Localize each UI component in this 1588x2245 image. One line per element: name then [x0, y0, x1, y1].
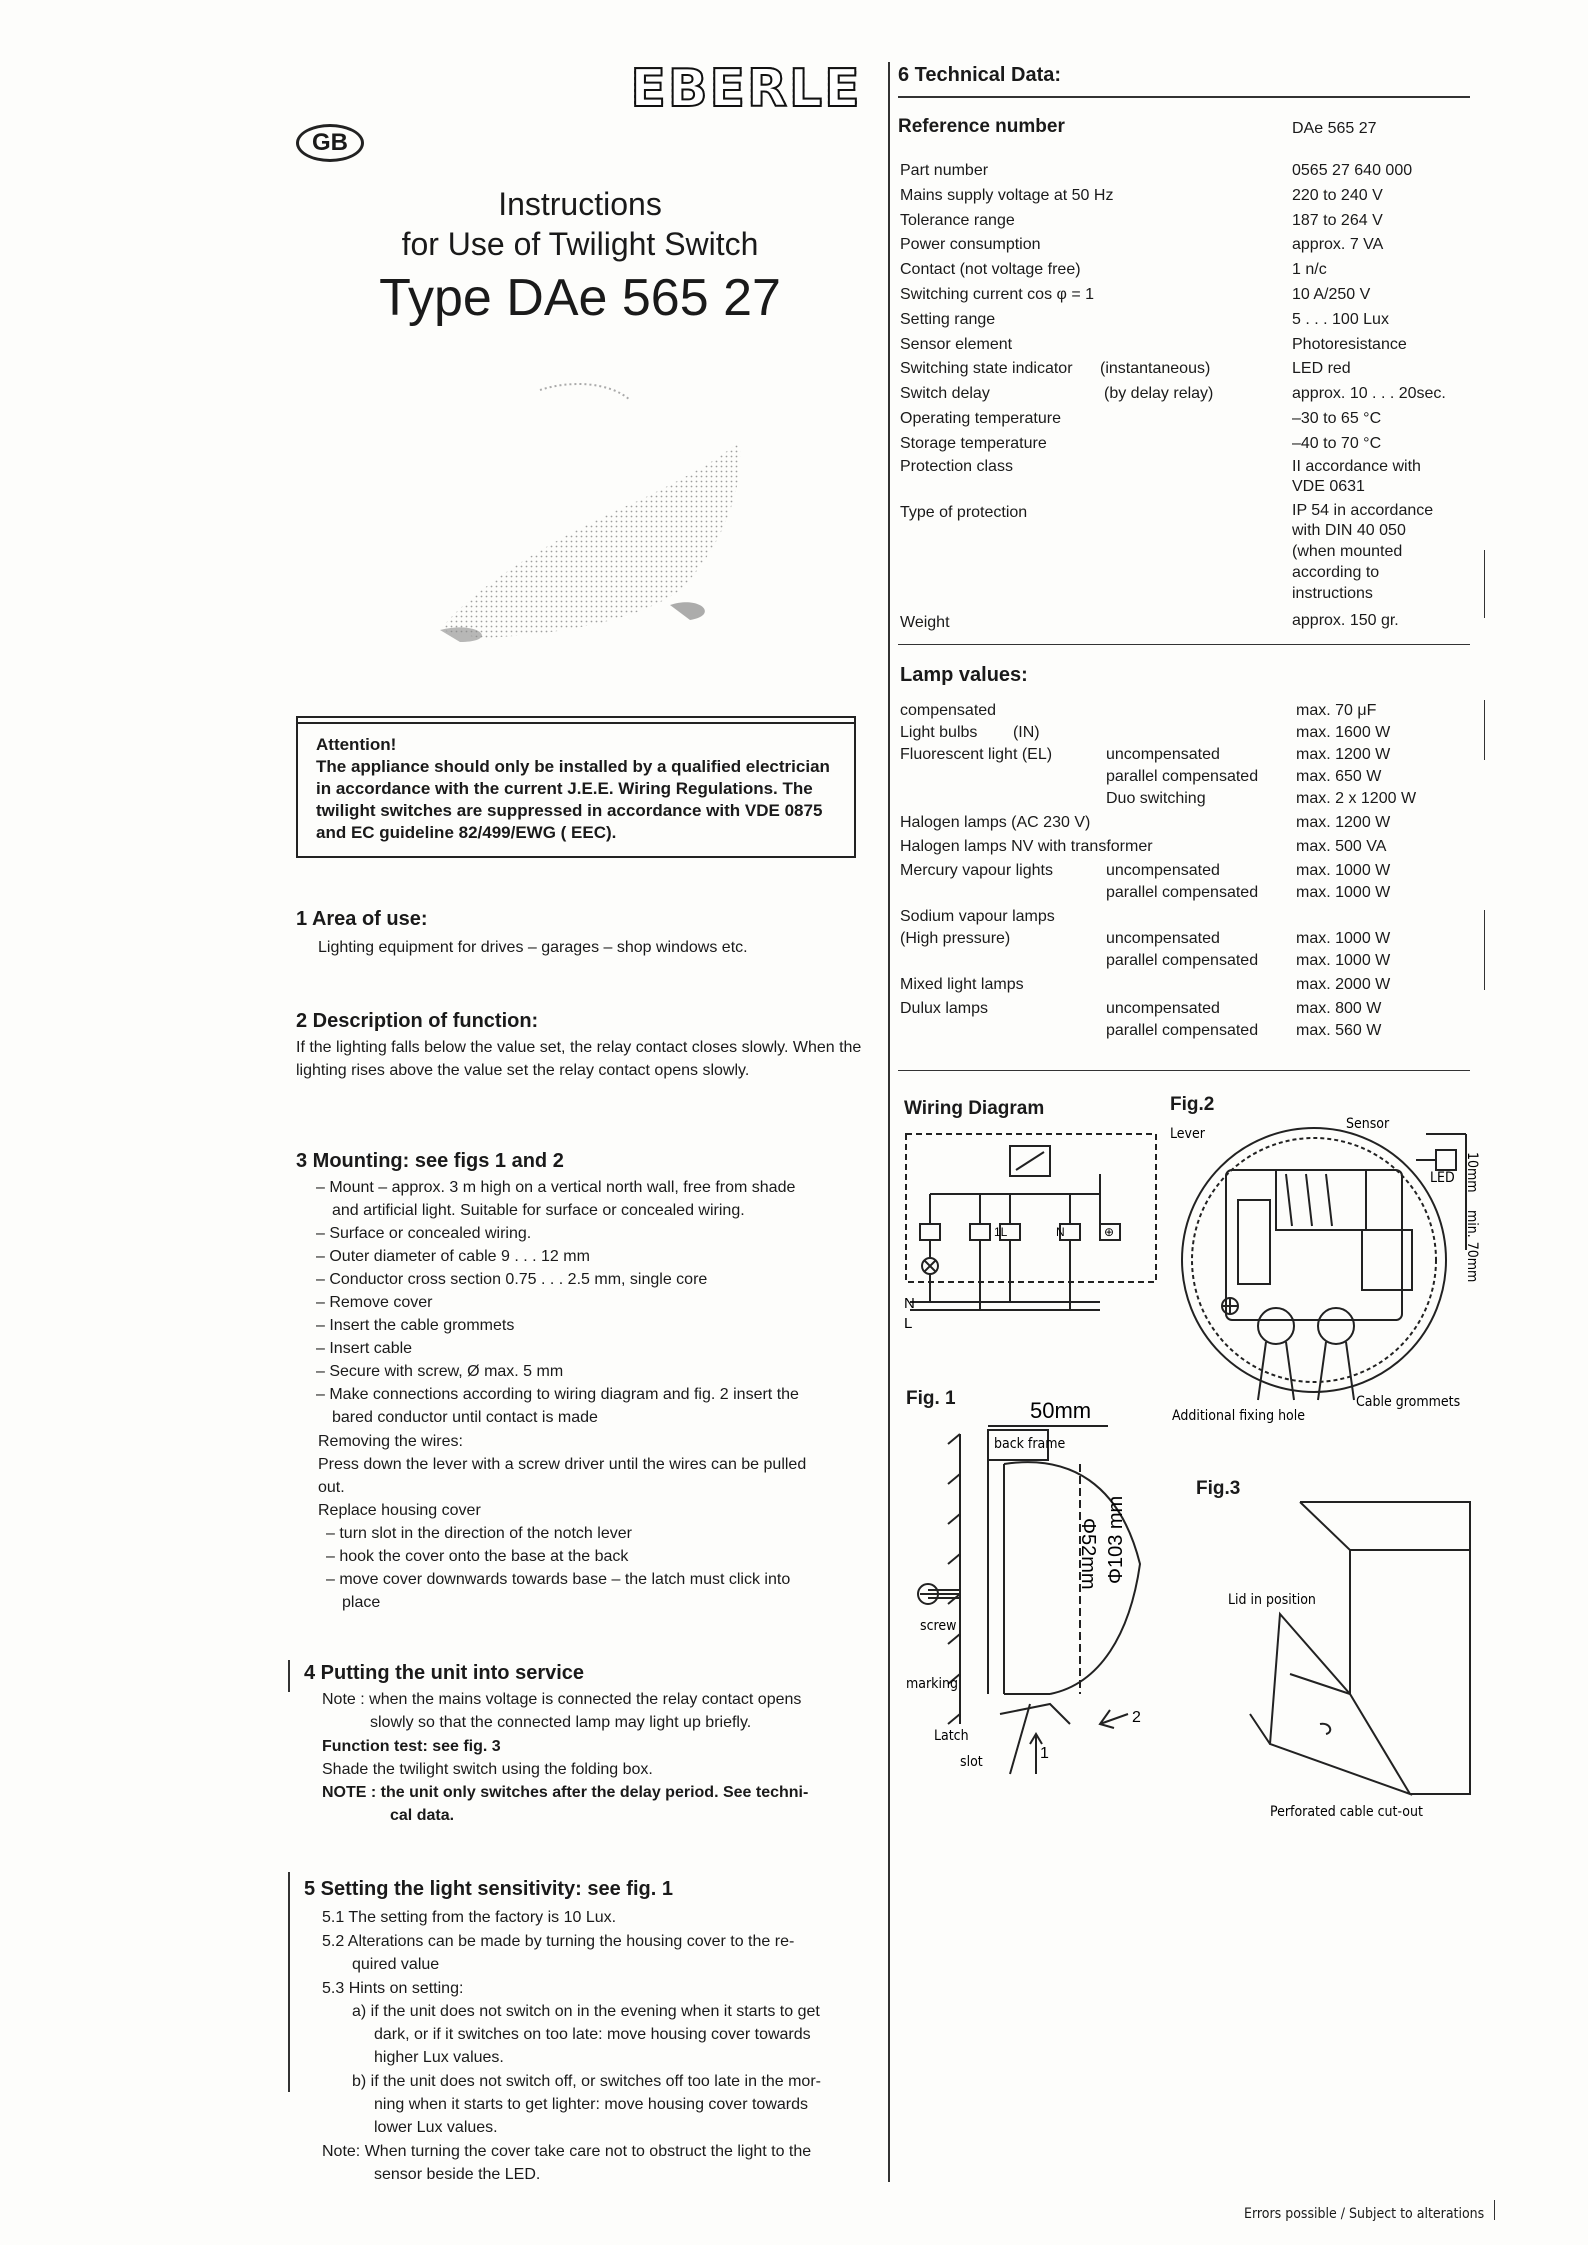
lamp-row-value: max. 70 μF [1296, 702, 1377, 719]
reference-value: DAe 565 27 [1292, 120, 1377, 137]
service-note: Note : when the mains voltage is connected the relay contact opens [322, 1691, 802, 1708]
tech-row-extra: (instantaneous) [1100, 360, 1211, 377]
tech-row-label: Tolerance range [900, 212, 1015, 229]
fig2-sensor-label: Sensor [1346, 1116, 1390, 1132]
fig1-d103-label: Φ103 mm [1105, 1495, 1127, 1584]
tech-row-value: 1 n/c [1292, 261, 1327, 278]
technical-heading: 6 Technical Data: [898, 64, 1062, 86]
sensitivity-item: 5.3 Hints on setting: [322, 1980, 464, 1997]
lamp-row-value: max. 2000 W [1296, 976, 1391, 993]
terminal-pe: ⊕ [1104, 1225, 1115, 1239]
tech-row-label: Mains supply voltage at 50 Hz [900, 187, 1114, 204]
lamp-row-value: max. 1000 W [1296, 862, 1391, 879]
fig1-title: Fig. 1 [906, 1388, 956, 1409]
section-rule [898, 644, 1470, 645]
wiring-label-l: L [904, 1315, 913, 1332]
sensitivity-item: 5.2 Alterations can be made by turning the housing cover to the re- [322, 1933, 795, 1950]
lamp-row-sub: uncompensated [1106, 930, 1220, 947]
mounting-item: – Make connections according to wiring diagram and fig. 2 insert the [316, 1386, 799, 1403]
tech-row-label: Power consumption [900, 236, 1041, 253]
fig1-marking-label: marking [906, 1676, 958, 1692]
attention-text: The appliance should only be installed by a qualified electrician in accordance with the current J.E.E. Wiring Regulations. The twilight switches are suppressed in accordance with VDE 0875 and EC guideline 82/499/EWG ( EEC). [316, 757, 830, 842]
tech-row-value: 0565 27 640 000 [1292, 162, 1413, 179]
lamp-row-value: max. 1000 W [1296, 884, 1391, 901]
weight-value: approx. 150 gr. [1292, 612, 1399, 629]
section-rule [898, 1070, 1470, 1071]
margin-mark [1494, 2200, 1495, 2220]
fig2-dim-70mm: min. 70mm [1464, 1210, 1480, 1283]
fig1-latch-label: Latch [934, 1728, 969, 1744]
mounting-item: – Remove cover [316, 1294, 433, 1311]
weight-label: Weight [900, 614, 950, 631]
sensitivity-hint: lower Lux values. [374, 2119, 498, 2136]
fig2-fixing-label: Additional fixing hole [1172, 1408, 1306, 1424]
tech-row-value: LED red [1292, 360, 1351, 377]
tech-row-value: approx. 7 VA [1292, 236, 1384, 253]
protection-class-value: II accordance with [1292, 458, 1421, 475]
tech-row-value: –40 to 70 °C [1292, 435, 1382, 452]
wiring-diagram [900, 1124, 1170, 1344]
section-1-text: Lighting equipment for drives – garages – shop windows etc. [318, 939, 748, 956]
lamp-row-value: max. 1000 W [1296, 930, 1391, 947]
lamp-row-sub: parallel compensated [1106, 1022, 1259, 1039]
lamp-values-heading: Lamp values: [900, 664, 1028, 686]
lamp-row-label: Dulux lamps [900, 1000, 989, 1017]
tech-row-extra: (by delay relay) [1104, 385, 1214, 402]
tech-row-value: Photoresistance [1292, 336, 1407, 353]
mounting-item: and artificial light. Suitable for surface or concealed wiring. [332, 1202, 745, 1219]
footer-note: Errors possible / Subject to alterations [1244, 2206, 1485, 2222]
service-note-bold: cal data. [390, 1807, 455, 1824]
tech-row-label: Part number [900, 162, 989, 179]
tech-row-value: approx. 10 . . . 20sec. [1292, 385, 1446, 402]
service-note-bold: NOTE : the unit only switches after the delay period. See techni- [322, 1784, 809, 1801]
protection-type-value: according to [1292, 564, 1380, 581]
tech-row-label: Contact (not voltage free) [900, 261, 1081, 278]
protection-type-value: instructions [1292, 585, 1373, 602]
fig2-title: Fig.2 [1170, 1094, 1215, 1115]
fig2-dim-10mm: 10mm [1464, 1152, 1480, 1193]
margin-mark [1484, 910, 1485, 990]
margin-mark [1484, 700, 1485, 760]
fig1-screw-label: screw [920, 1618, 957, 1634]
lamp-row-sub: parallel compensated [1106, 768, 1259, 785]
mounting-item: – Conductor cross section 0.75 . . . 2.5 mm, single core [316, 1271, 708, 1288]
fig1-diagram [900, 1394, 1200, 1774]
section-1-heading: 1 Area of use: [296, 908, 428, 930]
terminal-n: N [1056, 1225, 1065, 1239]
sensitivity-note: Note: When turning the cover take care not to obstruct the light to the [322, 2143, 812, 2160]
fig1-d52-label: Φ52mm [1077, 1518, 1099, 1590]
replace-heading: Replace housing cover [318, 1502, 481, 1519]
lamp-row-label: Light bulbs (IN) [900, 724, 1040, 741]
section-3-heading: 3 Mounting: see figs 1 and 2 [296, 1150, 564, 1172]
margin-bar [288, 1872, 290, 2092]
section-2-heading: 2 Description of function: [296, 1010, 539, 1032]
protection-type-value: (when mounted [1292, 543, 1403, 560]
removing-heading: Removing the wires: [318, 1433, 463, 1450]
heading-rule [898, 96, 1470, 98]
sensitivity-hint: dark, or if it switches on too late: move housing cover towards [374, 2026, 811, 2043]
protection-type-label: Type of protection [900, 504, 1028, 521]
replace-item: place [342, 1594, 381, 1611]
lamp-row-value: max. 1600 W [1296, 724, 1391, 741]
mounting-item: – Mount – approx. 3 m high on a vertical north wall, free from shade [316, 1179, 796, 1196]
wiring-diagram-title: Wiring Diagram [904, 1098, 1045, 1119]
fig2-grommets-label: Cable grommets [1356, 1394, 1461, 1410]
lamp-row-sub: parallel compensated [1106, 952, 1259, 969]
replace-item: – move cover downwards towards base – the latch must click into [326, 1571, 791, 1588]
fig1-back-frame-label: back frame [994, 1436, 1066, 1452]
tech-row-label: Sensor element [900, 336, 1013, 353]
section-2-text: If the lighting falls below the value set, the relay contact closes slowly. When the lighting rises above the value set the relay contact opens slowly. [296, 1039, 862, 1079]
shade-instruction: Shade the twilight switch using the folding box. [322, 1761, 653, 1778]
sensitivity-item: quired value [352, 1956, 440, 1973]
section-4-heading: 4 Putting the unit into service [304, 1662, 585, 1684]
lamp-row-value: max. 1200 W [1296, 746, 1391, 763]
title-type: Type DAe 565 27 [379, 269, 781, 327]
lamp-row-value: max. 650 W [1296, 768, 1382, 785]
removing-text: Press down the lever with a screw driver until the wires can be pulled [318, 1456, 807, 1473]
function-test: Function test: see fig. 3 [322, 1738, 501, 1755]
fig2-led-label: LED [1430, 1170, 1455, 1186]
tech-row-value: 5 . . . 100 Lux [1292, 311, 1389, 328]
lamp-row-label: Sodium vapour lamps [900, 908, 1055, 925]
fig1-width-label: 50mm [1030, 1398, 1092, 1423]
lamp-row-label: Mixed light lamps [900, 976, 1024, 993]
fig1-arrow-2: 2 [1132, 1709, 1141, 1726]
sensitivity-hint: higher Lux values. [374, 2049, 504, 2066]
lamp-row-value: max. 500 VA [1296, 838, 1387, 855]
protection-class-label: Protection class [900, 458, 1013, 475]
column-divider [888, 62, 890, 2182]
mounting-item: – Insert the cable grommets [316, 1317, 515, 1334]
tech-row-label: Switch delay [900, 385, 990, 402]
fig1-slot-label: slot [960, 1754, 983, 1770]
title-line-2: for Use of Twilight Switch [401, 226, 759, 262]
sensitivity-hint: a) if the unit does not switch on in the evening when it starts to get [352, 2003, 820, 2020]
title-line-1: Instructions [498, 186, 662, 222]
tech-row-value: 187 to 264 V [1292, 212, 1383, 229]
sensitivity-hint: b) if the unit does not switch off, or switches off too late in the mor- [352, 2073, 821, 2090]
lamp-row-label: (High pressure) [900, 930, 1011, 947]
protection-type-value: IP 54 in accordance [1292, 502, 1434, 519]
mounting-item: bared conductor until contact is made [332, 1409, 598, 1426]
wiring-label-n: N [904, 1295, 915, 1312]
lamp-row-sub: parallel compensated [1106, 884, 1259, 901]
lamp-row-value: max. 1000 W [1296, 952, 1391, 969]
replace-item: – hook the cover onto the base at the back [326, 1548, 629, 1565]
margin-mark [1484, 550, 1485, 618]
lamp-row-sub: uncompensated [1106, 862, 1220, 879]
attention-box [296, 716, 856, 858]
lamp-row-sub: uncompensated [1106, 746, 1220, 763]
reference-label: Reference number [898, 116, 1065, 137]
lamp-row-sub: uncompensated [1106, 1000, 1220, 1017]
protection-type-value: with DIN 40 050 [1292, 522, 1406, 539]
tech-row-label: Operating temperature [900, 410, 1061, 427]
fig3-title: Fig.3 [1196, 1478, 1241, 1499]
sensitivity-note: sensor beside the LED. [374, 2166, 541, 2183]
fig3-diagram [1230, 1494, 1480, 1824]
tech-row-value: 10 A/250 V [1292, 286, 1371, 303]
sensitivity-item: 5.1 The setting from the factory is 10 Lux. [322, 1909, 617, 1926]
removing-text: out. [318, 1479, 345, 1496]
language-badge: GB [296, 124, 364, 162]
mounting-item: – Secure with screw, Ø max. 5 mm [316, 1363, 564, 1380]
lamp-row-label: compensated [900, 702, 997, 719]
lamp-row-value: max. 560 W [1296, 1022, 1382, 1039]
replace-item: – turn slot in the direction of the notch lever [326, 1525, 632, 1542]
mounting-item: – Outer diameter of cable 9 . . . 12 mm [316, 1248, 590, 1265]
protection-class-value: VDE 0631 [1292, 478, 1365, 495]
fig2-diagram [1166, 1110, 1480, 1430]
lamp-row-value: max. 800 W [1296, 1000, 1382, 1017]
attention-heading: Attention! [316, 735, 397, 754]
sensitivity-hint: ning when it starts to get lighter: move housing cover towards [374, 2096, 808, 2113]
lamp-row-value: max. 1200 W [1296, 814, 1391, 831]
lamp-row-label: Mercury vapour lights [900, 862, 1053, 879]
fig1-arrow-1: 1 [1040, 1745, 1049, 1762]
fig3-cutout-label: Perforated cable cut-out [1270, 1804, 1423, 1820]
service-note: slowly so that the connected lamp may light up briefly. [370, 1714, 752, 1731]
terminal-1l: 1L [994, 1225, 1008, 1239]
lamp-row-value: max. 2 x 1200 W [1296, 790, 1417, 807]
fig2-lever-label: Lever [1170, 1126, 1205, 1142]
eberle-logo: EBERLE [628, 62, 864, 116]
lamp-row-label: Halogen lamps (AC 230 V) [900, 814, 1091, 831]
tech-row-label: Storage temperature [900, 435, 1047, 452]
lamp-row-label: Halogen lamps NV with transformer [900, 838, 1153, 855]
tech-row-value: –30 to 65 °C [1292, 410, 1382, 427]
device-illustration [420, 380, 760, 650]
mounting-item: – Insert cable [316, 1340, 413, 1357]
tech-row-label: Switching current cos φ = 1 [900, 286, 1095, 303]
tech-row-value: 220 to 240 V [1292, 187, 1383, 204]
lamp-row-sub: Duo switching [1106, 790, 1206, 807]
fig3-lid-label: Lid in position [1228, 1592, 1316, 1608]
section-5-heading: 5 Setting the light sensitivity: see fig. 1 [304, 1878, 673, 1900]
margin-bar [288, 1660, 290, 1692]
tech-row-label: Setting range [900, 311, 996, 328]
mounting-item: – Surface or concealed wiring. [316, 1225, 532, 1242]
lamp-row-label: Fluorescent light (EL) [900, 746, 1053, 763]
tech-row-label: Switching state indicator [900, 360, 1073, 377]
